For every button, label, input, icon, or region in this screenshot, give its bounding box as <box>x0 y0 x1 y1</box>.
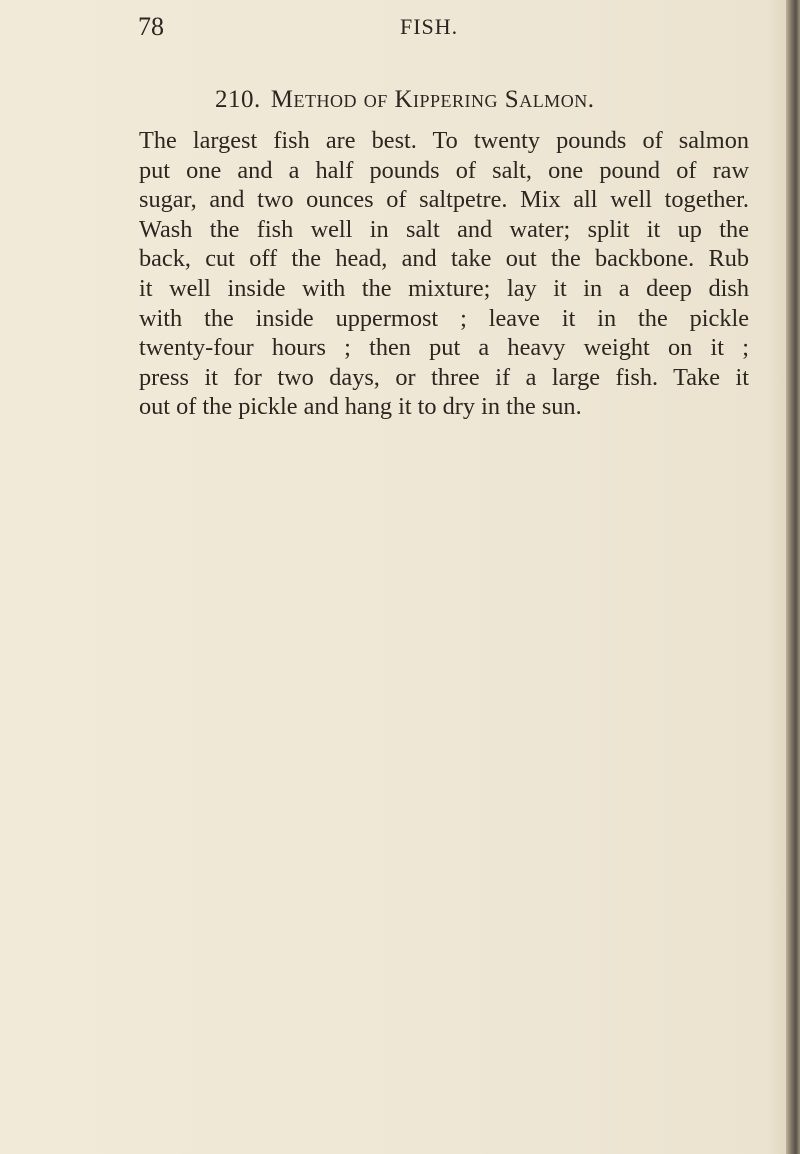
body-line: Wash the fish well in salt and water; split it up the <box>139 215 749 243</box>
body-line: press it for two days, or three if a large fish. Take it <box>139 363 749 391</box>
body-line: back, cut off the head, and take out the backbone. Rub <box>139 245 749 273</box>
body-line: it well inside with the mixture; lay it in a deep dish <box>139 274 749 302</box>
body-line: The largest fish are best. To twenty pounds of salmon <box>139 127 749 154</box>
running-head <box>138 12 718 48</box>
body-line: put one and a half pounds of salt, one pound of raw <box>139 156 749 184</box>
recipe-heading <box>215 86 695 114</box>
page-edge-shadow <box>786 0 800 1154</box>
body-line: out of the pickle and hang it to dry in the sun. <box>139 393 582 421</box>
recipe-number: 210. <box>215 86 261 113</box>
body-line: sugar, and two ounces of saltpetre. Mix all well together. <box>139 186 749 214</box>
recipe-body <box>139 126 749 422</box>
body-line: with the inside uppermost ; leave it in the pickle <box>139 304 749 332</box>
running-title: FISH. <box>400 14 459 39</box>
recipe-title: Method of Kippering Salmon. <box>270 86 595 113</box>
body-line: twenty-four hours ; then put a heavy weight on it ; <box>139 334 749 362</box>
page-number: 78 <box>138 12 164 41</box>
